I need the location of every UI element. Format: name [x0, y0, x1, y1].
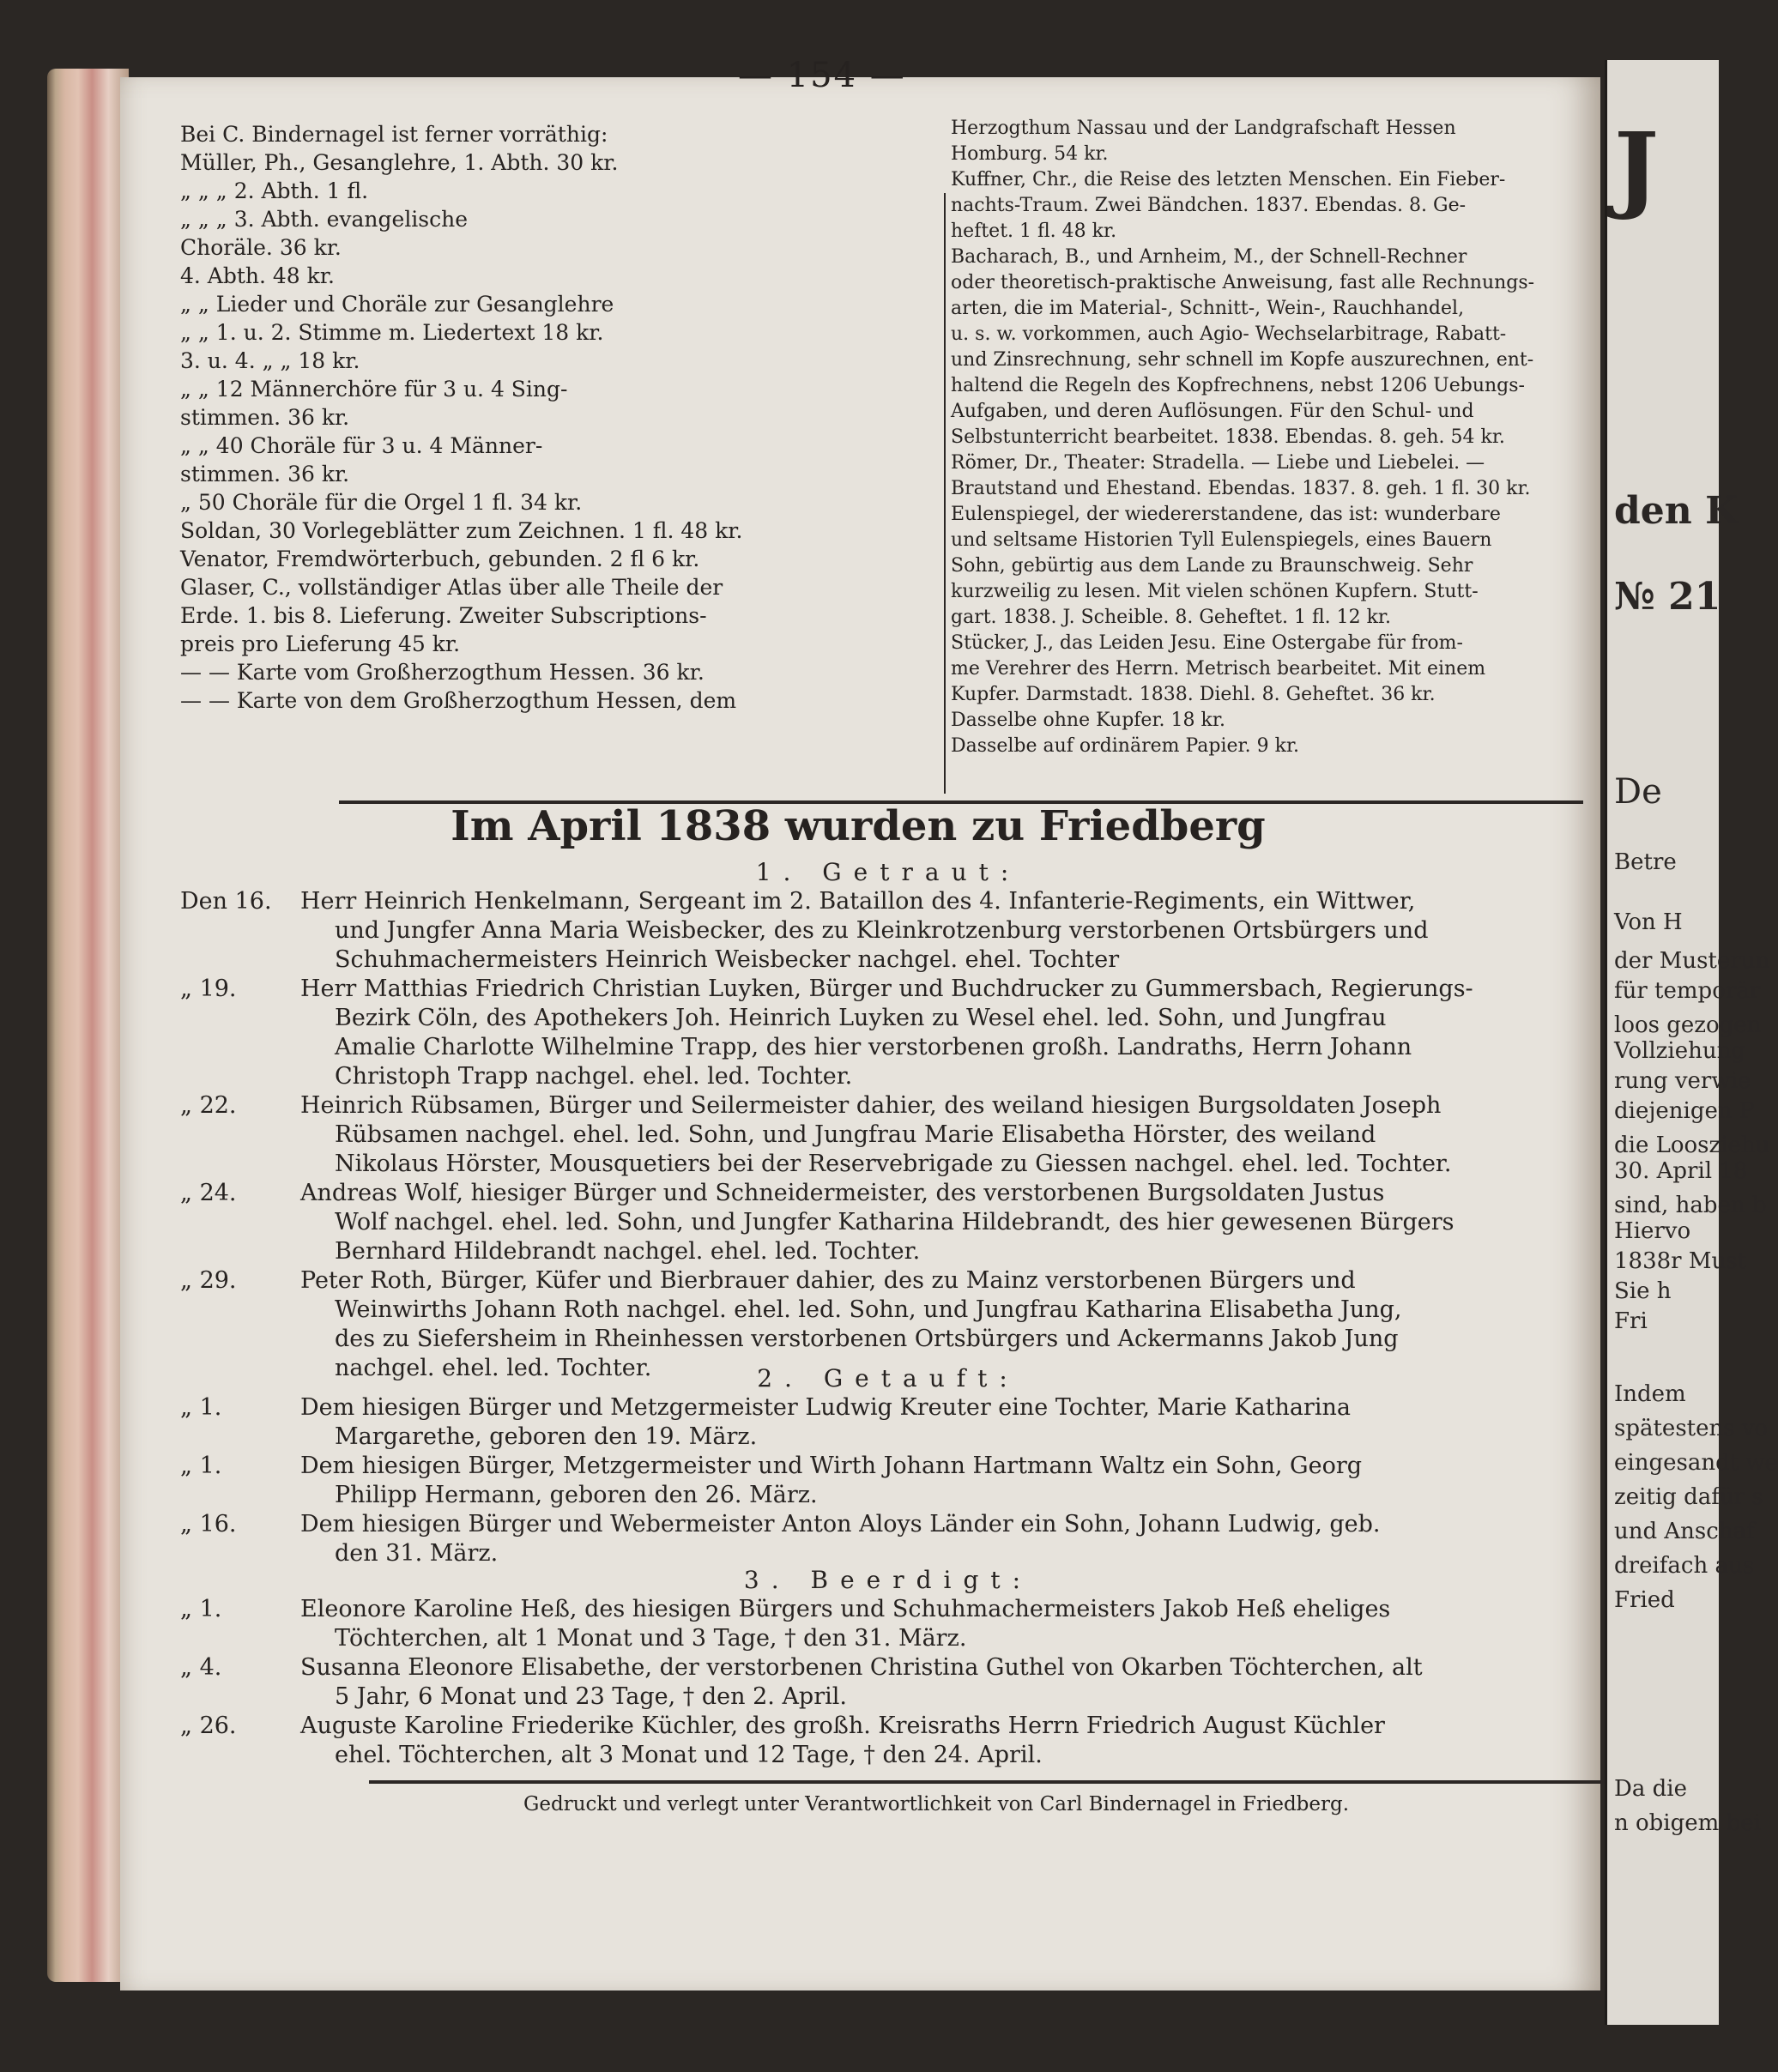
entry-date: „ 1.	[180, 1453, 222, 1479]
right-column-line: nachts-Traum. Zwei Bändchen. 1837. Ebendas. 8. Ge-	[951, 195, 1467, 216]
entry-text: den 31. März.	[335, 1540, 499, 1567]
entry-date: „ 26.	[180, 1713, 237, 1739]
right-column-line: Brautstand und Ehestand. Ebendas. 1837. 8. geh. 1 fl. 30 kr.	[951, 478, 1531, 499]
entry-text: Bezirk Cöln, des Apothekers Joh. Heinrich Luyken zu Wesel ehel. led. Sohn, und Jungfrau	[335, 1005, 1387, 1031]
right-page-text-fragment: Indem	[1614, 1381, 1686, 1407]
entry-text: nachgel. ehel. led. Tochter.	[335, 1355, 652, 1381]
entry-text: des zu Siefersheim in Rheinhessen verstorbenen Ortsbürgers und Ackermanns Jakob Jung	[335, 1326, 1399, 1352]
right-page-text-fragment: spätestens vo	[1614, 1416, 1769, 1441]
register-entry-line	[180, 1033, 1596, 1062]
entry-text: Peter Roth, Bürger, Küfer und Bierbrauer dahier, des zu Mainz verstorbenen Bürgers und	[300, 1267, 1356, 1294]
entry-text: Wolf nachgel. ehel. led. Sohn, und Jungfer Katharina Hildebrandt, des hier gewesenen Bürgers	[335, 1209, 1454, 1235]
entry-text: und Jungfer Anna Maria Weisbecker, des zu Kleinkrotzenburg verstorbenen Ortsbürgers und	[335, 917, 1429, 944]
register-entry-line	[180, 1237, 1596, 1266]
right-column-line: Kuffner, Chr., die Reise des letzten Menschen. Ein Fieber-	[951, 169, 1506, 190]
entry-text: Dem hiesigen Bürger und Webermeister Anton Aloys Länder ein Sohn, Johann Ludwig, geb.	[300, 1511, 1381, 1537]
entry-text: Bernhard Hildebrandt nachgel. ehel. led. Tochter.	[335, 1238, 921, 1265]
left-column-line: stimmen. 36 kr.	[180, 405, 350, 430]
right-column-line: Aufgaben, und deren Auflösungen. Für den Schul- und	[951, 401, 1474, 422]
left-column-line: — — Karte von dem Großherzogthum Hessen, dem	[180, 688, 737, 713]
right-page-text-fragment: 1838r Must	[1614, 1248, 1747, 1274]
right-page-text-fragment: und Anschaf	[1614, 1519, 1755, 1544]
left-column-line: „ „ „ 3. Abth. evangelische	[180, 207, 469, 232]
entry-text: Christoph Trapp nachgel. ehel. led. Tochter.	[335, 1063, 853, 1090]
register-entry-line	[180, 1595, 1596, 1624]
section-getraut	[180, 858, 1596, 1383]
register-entry-line	[180, 1510, 1596, 1539]
left-column-line: — — Karte vom Großherzogthum Hessen. 36 kr.	[180, 660, 705, 685]
right-page-text-fragment: Fried	[1614, 1587, 1675, 1613]
register-entry-line	[180, 1121, 1596, 1150]
right-column-line: und Zinsrechnung, sehr schnell im Kopfe auszurechnen, ent-	[951, 349, 1534, 371]
right-page-text-fragment: Hiervo	[1614, 1218, 1691, 1244]
right-column-line: kurzweilig zu lesen. Mit vielen schönen Kupfern. Stutt-	[951, 581, 1479, 602]
entry-date: „ 1.	[180, 1596, 222, 1622]
register-entry-line	[180, 1150, 1596, 1179]
right-page-text-fragment: diejenigen P	[1614, 1098, 1755, 1124]
right-page-text-fragment: Von H	[1614, 909, 1683, 935]
register-heading: Im April 1838 wurden zu Friedberg	[451, 802, 1266, 850]
register-entry-line	[180, 1179, 1596, 1208]
right-page-text-fragment: n obigem bei	[1614, 1810, 1761, 1836]
right-page-text-fragment: J	[1614, 112, 1660, 222]
entry-text: Susanna Eleonore Elisabethe, der verstorbenen Christina Guthel von Okarben Töchterchen, alt	[300, 1654, 1423, 1681]
right-column-line: u. s. w. vorkommen, auch Agio- Wechselarbitrage, Rabatt-	[951, 323, 1507, 345]
entry-text: Herr Matthias Friedrich Christian Luyken, Bürger und Buchdrucker zu Gummersbach, Regierungs-	[300, 976, 1473, 1002]
entry-text: Eleonore Karoline Heß, des hiesigen Bürgers und Schuhmachermeisters Jakob Heß eheliges	[300, 1596, 1391, 1622]
entry-text: 5 Jahr, 6 Monat und 23 Tage, † den 2. April.	[335, 1683, 847, 1710]
entry-text: Amalie Charlotte Wilhelmine Trapp, des hier verstorbenen großh. Landraths, Herrn Johann	[335, 1034, 1412, 1060]
left-column-line: 4. Abth. 48 kr.	[180, 263, 335, 288]
right-page-text-fragment: Vollziehung	[1614, 1038, 1745, 1064]
entry-text: Margarethe, geboren den 19. März.	[335, 1423, 758, 1450]
entry-date: „ 22.	[180, 1092, 237, 1119]
left-column-line: Soldan, 30 Vorlegeblätter zum Zeichnen. 1 fl. 48 kr.	[180, 518, 743, 543]
left-column-line: „ „ „ 2. Abth. 1 fl.	[180, 178, 369, 203]
left-column-line: preis pro Lieferung 45 kr.	[180, 631, 461, 656]
right-page-text-fragment: 30. April 18	[1614, 1158, 1748, 1184]
right-page-text-fragment: № 21	[1614, 575, 1721, 619]
printer-footer: Gedruckt und verlegt unter Verantwortlichkeit von Carl Bindernagel in Friedberg.	[523, 1793, 1350, 1815]
right-page-text-fragment: Sie h	[1614, 1278, 1672, 1304]
right-page-fragment	[1605, 60, 1778, 2025]
section-rule-bottom	[369, 1780, 1605, 1784]
entry-text: Auguste Karoline Friederike Küchler, des großh. Kreisraths Herrn Friedrich August Küchler	[300, 1713, 1385, 1739]
right-column-line: Bacharach, B., und Arnheim, M., der Schnell-Rechner	[951, 246, 1467, 268]
left-column-line: Bei C. Bindernagel ist ferner vorräthig:	[180, 122, 608, 147]
left-column-line: 3. u. 4. „ „ 18 kr.	[180, 348, 360, 373]
right-page-text-fragment: den K	[1614, 489, 1739, 533]
register-entry-line	[180, 1712, 1596, 1741]
register-entry-line	[180, 1741, 1596, 1770]
left-column-line: „ 50 Choräle für die Orgel 1 fl. 34 kr.	[180, 490, 583, 515]
register-entry-line	[180, 1653, 1596, 1682]
page-number: — 154 —	[738, 56, 906, 95]
right-column-line: Dasselbe auf ordinärem Papier. 9 kr.	[951, 735, 1300, 757]
right-column-line: und seltsame Historien Tyll Eulenspiegels, eines Bauern	[951, 529, 1492, 551]
register-entry-line	[180, 1208, 1596, 1237]
entry-date: „ 19.	[180, 976, 237, 1002]
register-entry-line	[180, 1452, 1596, 1481]
register-entry-line	[180, 1062, 1596, 1091]
right-column-line: Selbstunterricht bearbeitet. 1838. Ebendas. 8. geh. 54 kr.	[951, 426, 1505, 448]
entry-text: Dem hiesigen Bürger und Metzgermeister Ludwig Kreuter eine Tochter, Marie Katharina	[300, 1394, 1351, 1421]
entry-text: Herr Heinrich Henkelmann, Sergeant im 2. Bataillon des 4. Infanterie-Regiments, ein Wittwer,	[300, 888, 1416, 915]
register-entry-line	[180, 1624, 1596, 1653]
entry-date: „ 29.	[180, 1267, 237, 1294]
entry-date: Den 16.	[180, 888, 272, 915]
getraut-title: 1. Getraut:	[755, 858, 1021, 886]
book-page-edges	[47, 69, 129, 1982]
left-column-line: Erde. 1. bis 8. Lieferung. Zweiter Subscriptions-	[180, 603, 707, 628]
left-column-line: „ „ 1. u. 2. Stimme m. Liedertext 18 kr.	[180, 320, 604, 345]
entry-text: Töchterchen, alt 1 Monat und 3 Tage, † den 31. März.	[335, 1625, 967, 1652]
entry-text: Philipp Hermann, geboren den 26. März.	[335, 1482, 818, 1508]
right-page-text-fragment: der Musterun	[1614, 948, 1770, 974]
register-entry-line	[180, 945, 1596, 975]
register-entry-line	[180, 1296, 1596, 1325]
column-divider	[944, 193, 946, 794]
register-entry-line	[180, 887, 1596, 916]
right-page-text-fragment: für temporär	[1614, 978, 1761, 1004]
section-getauft	[180, 1364, 1596, 1568]
entry-text: ehel. Töchterchen, alt 3 Monat und 12 Tage, † den 24. April.	[335, 1742, 1043, 1768]
section-beerdigt	[180, 1566, 1596, 1770]
right-page-text-fragment: loos gezogen	[1614, 1012, 1762, 1038]
right-column-line: heftet. 1 fl. 48 kr.	[951, 220, 1117, 242]
register-entry-line	[180, 1004, 1596, 1033]
entry-text: Dem hiesigen Bürger, Metzgermeister und Wirth Johann Hartmann Waltz ein Sohn, Georg	[300, 1453, 1363, 1479]
entry-text: Heinrich Rübsamen, Bürger und Seilermeister dahier, des weiland hiesigen Burgsoldaten Joseph	[300, 1092, 1442, 1119]
left-column-line: „ „ Lieder und Choräle zur Gesanglehre	[180, 292, 614, 317]
right-page-text-fragment: die Loosziehu	[1614, 1133, 1770, 1158]
register-entry-line	[180, 1325, 1596, 1354]
left-column-line: Müller, Ph., Gesanglehre, 1. Abth. 30 kr.	[180, 150, 619, 175]
right-column-line: Römer, Dr., Theater: Stradella. — Liebe und Liebelei. —	[951, 452, 1485, 474]
right-column-line: Stücker, J., das Leiden Jesu. Eine Ostergabe für from-	[951, 632, 1463, 654]
register-entry-line	[180, 1266, 1596, 1296]
right-page-text-fragment: dreifach aus	[1614, 1553, 1755, 1579]
entry-date: „ 4.	[180, 1654, 222, 1681]
right-column-line: haltend die Regeln des Kopfrechnens, nebst 1206 Uebungs-	[951, 375, 1525, 396]
left-column-line: stimmen. 36 kr.	[180, 462, 350, 486]
right-column-line: gart. 1838. J. Scheible. 8. Geheftet. 1 fl. 12 kr.	[951, 607, 1392, 628]
book-list-right-column	[951, 116, 1577, 759]
beerdigt-title: 3. Beerdigt:	[743, 1566, 1033, 1594]
entry-text: Nikolaus Hörster, Mousquetiers bei der Reservebrigade zu Giessen nachgel. ehel. led. Tochter.	[335, 1151, 1452, 1177]
entry-text: Weinwirths Johann Roth nachgel. ehel. led. Sohn, und Jungfrau Katharina Elisabetha Jung,	[335, 1296, 1402, 1323]
right-column-line: Sohn, gebürtig aus dem Lande zu Braunschweig. Sehr	[951, 555, 1473, 577]
entry-text: Andreas Wolf, hiesiger Bürger und Schneidermeister, des verstorbenen Burgsoldaten Justus	[300, 1180, 1385, 1206]
left-column-line: „ „ 12 Männerchöre für 3 u. 4 Sing-	[180, 377, 568, 402]
entry-text: Rübsamen nachgel. ehel. led. Sohn, und Jungfrau Marie Elisabetha Hörster, des weiland	[335, 1121, 1376, 1148]
getauft-title: 2. Getauft:	[757, 1364, 1019, 1392]
right-page-text-fragment: eingesandt we	[1614, 1450, 1778, 1476]
book-list-left-column	[180, 120, 944, 715]
right-page-text-fragment: Betre	[1614, 849, 1677, 875]
right-page-text-fragment: sind, haben b	[1614, 1193, 1767, 1218]
right-page-text-fragment: Fri	[1614, 1308, 1648, 1334]
right-column-line: Dasselbe ohne Kupfer. 18 kr.	[951, 710, 1225, 731]
left-column-line: Choräle. 36 kr.	[180, 235, 342, 260]
right-column-line: oder theoretisch-praktische Anweisung, fast alle Rechnungs-	[951, 272, 1535, 293]
register-entry-line	[180, 916, 1596, 945]
left-column-line: Glaser, C., vollständiger Atlas über alle Theile der	[180, 575, 723, 600]
register-entry-line	[180, 1423, 1596, 1452]
register-entry-line	[180, 1481, 1596, 1510]
right-column-line: arten, die im Material-, Schnitt-, Wein-, Rauchhandel,	[951, 298, 1465, 319]
right-column-line: Homburg. 54 kr.	[951, 143, 1109, 165]
right-column-line: me Verehrer des Herrn. Metrisch bearbeitet. Mit einem	[951, 658, 1486, 680]
left-column-line: Venator, Fremdwörterbuch, gebunden. 2 fl 6 kr.	[180, 547, 700, 571]
right-page-text-fragment: Da die	[1614, 1776, 1687, 1802]
entry-date: „ 24.	[180, 1180, 237, 1206]
right-column-line: Kupfer. Darmstadt. 1838. Diehl. 8. Geheftet. 36 kr.	[951, 684, 1436, 705]
entry-date: „ 16.	[180, 1511, 237, 1537]
register-entry-line	[180, 1393, 1596, 1423]
register-entry-line	[180, 1682, 1596, 1712]
register-entry-line	[180, 1539, 1596, 1568]
right-page-text-fragment: De	[1614, 772, 1662, 812]
register-entry-line	[180, 975, 1596, 1004]
right-page-text-fragment: zeitig dafür s	[1614, 1484, 1763, 1510]
left-column-line: „ „ 40 Choräle für 3 u. 4 Männer-	[180, 433, 543, 458]
right-column-line: Herzogthum Nassau und der Landgrafschaft Hessen	[951, 118, 1456, 139]
right-page-text-fragment: rung verwie	[1614, 1068, 1751, 1094]
entry-date: „ 1.	[180, 1394, 222, 1421]
register-entry-line	[180, 1091, 1596, 1121]
right-column-line: Eulenspiegel, der wiedererstandene, das ist: wunderbare	[951, 504, 1501, 525]
entry-text: Schuhmachermeisters Heinrich Weisbecker nachgel. ehel. Tochter	[335, 946, 1120, 973]
